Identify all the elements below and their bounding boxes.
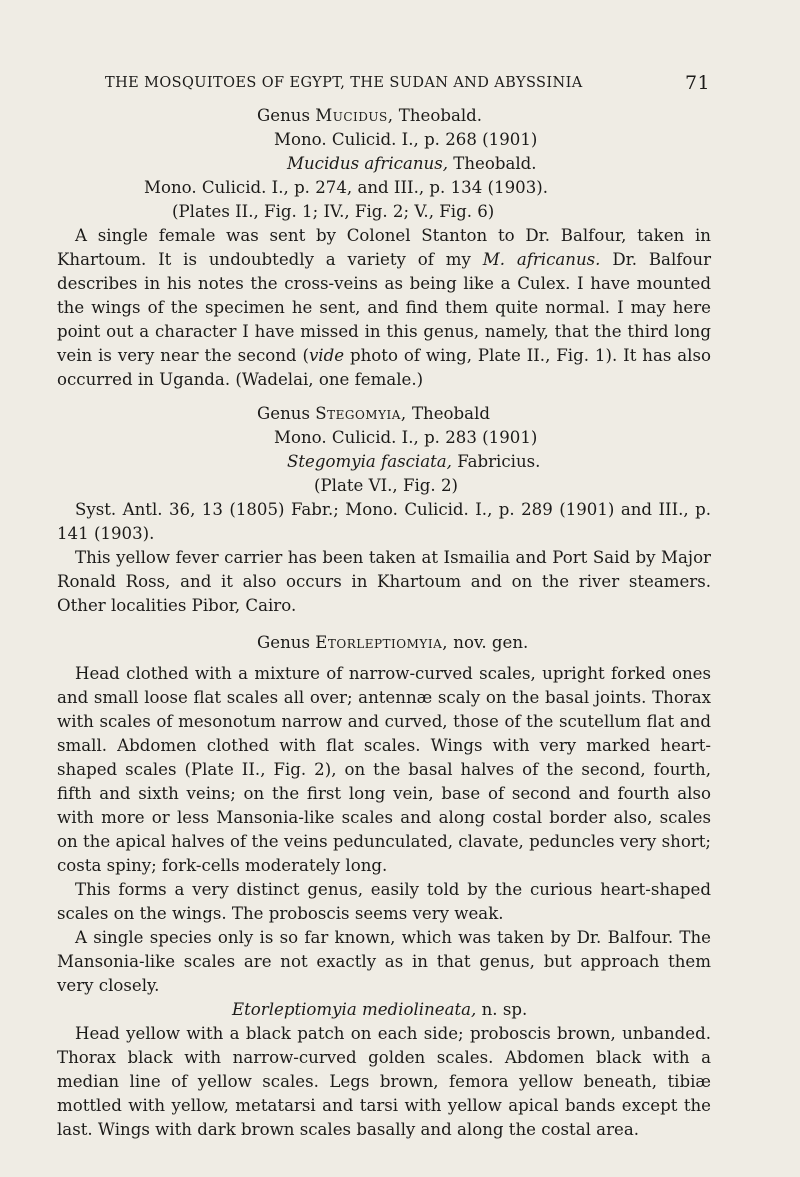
- reference-line: Mono. Culicid. I., p. 283 (1901): [274, 428, 538, 447]
- paragraph: This forms a very distinct genus, easily told by the curious heart-shaped scales on the wings. The proboscis seems very weak.: [57, 880, 711, 923]
- plates-line: (Plates II., Fig. 1; IV., Fig. 2; V., Fig. 6): [172, 202, 495, 221]
- genus-prefix: Genus: [257, 106, 310, 125]
- species-name: Stegomyia fasciata,: [287, 452, 452, 471]
- species-heading: [57, 450, 711, 474]
- vide-text: vide: [308, 346, 345, 365]
- genus-author: nov. gen.: [453, 633, 529, 652]
- species-ref: M. africanus.: [482, 250, 601, 269]
- paragraph-text: A single female was sent by Colonel Stanton to Dr. Balfour, taken in Khartoum. It is undoubtedly a variety of my: [57, 226, 711, 269]
- reference-line: Mono. Culicid. I., p. 274, and III., p. 134 (1903).: [144, 178, 548, 197]
- genus-prefix: Genus: [257, 404, 310, 423]
- genus-name: Stegomyia,: [315, 404, 407, 423]
- paragraph: Syst. Antl. 36, 13 (1805) Fabr.; Mono. Culicid. I., p. 289 (1901) and III., p. 141 (1903).: [57, 500, 711, 543]
- paragraph-text: Dr. Balfour describes in his notes the cross-veins as being like a Culex. I have mounted the wings of the specimen he sent, and find them quite normal. I may here point out a character I have missed in this genus, namely, that the third long vein is very near the second (: [57, 250, 712, 365]
- species-heading: [57, 152, 711, 176]
- paragraph: Head clothed with a mixture of narrow-curved scales, upright forked ones and small loose flat scales all over; antennæ scaly on the basal joints. Thorax with scales of mesonotum narrow and curved, those of the scutellum flat and small. Abdomen clothed with flat scales. Wings with very marked heart-shaped scales (Plate II., Fig. 2), on the basal halves of the second, fourth, fifth and sixth veins; on the first long vein, base of second and fourth also with more or less Mansonia-like scales and along costal border also, scales on the apical halves of the veins pedunculated, clavate, peduncles very short; costa spiny; fork-cells moderately long.: [57, 664, 711, 875]
- genus-heading-mucidus: [57, 104, 711, 128]
- genus-heading-stegomyia: [57, 402, 711, 426]
- genus-name: Etorleptiomyia,: [315, 633, 449, 652]
- species-name: Mucidus africanus,: [287, 154, 449, 173]
- genus-author: Theobald.: [398, 106, 483, 125]
- genus-name: Mucidus,: [315, 106, 394, 125]
- genus-heading-etorleptiomyia: [57, 631, 711, 655]
- species-author: n. sp.: [481, 1000, 528, 1019]
- genus-prefix: Genus: [257, 633, 310, 652]
- species-author: Theobald.: [453, 154, 537, 173]
- paragraph: Head yellow with a black patch on each side; proboscis brown, unbanded. Thorax black with narrow-curved golden scales. Abdomen black with a median line of yellow scales. Legs brown, femora yellow beneath, tibiæ mottled with yellow, metatarsi and tarsi with yellow apical bands except the last. Wings with dark brown scales basally and along the costal area.: [57, 1024, 711, 1139]
- paragraph: A single species only is so far known, which was taken by Dr. Balfour. The Mansonia-like scales are not exactly as in that genus, but approach them very closely.: [57, 928, 711, 995]
- genus-author: Theobald: [411, 404, 490, 423]
- page-number: 71: [685, 72, 710, 94]
- running-title: THE MOSQUITOES OF EGYPT, THE SUDAN AND ABYSSINIA: [105, 75, 583, 91]
- paragraph-text: photo of wing, Plate II., Fig. 1). It has also occurred in Uganda. (Wadelai, one female.): [57, 346, 711, 389]
- paragraph: This yellow fever carrier has been taken at Ismailia and Port Said by Major Ronald Ross, and it also occurs in Khartoum and on the river steamers. Other localities Pibor, Cairo.: [57, 548, 711, 615]
- paragraph: [57, 224, 711, 392]
- page-body: [57, 104, 711, 1142]
- species-heading: [57, 998, 711, 1022]
- species-name: Etorleptiomyia mediolineata,: [232, 1000, 477, 1019]
- reference-line: Mono. Culicid. I., p. 268 (1901): [274, 130, 538, 149]
- species-author: Fabricius.: [457, 452, 541, 471]
- plates-line: (Plate VI., Fig. 2): [314, 476, 458, 495]
